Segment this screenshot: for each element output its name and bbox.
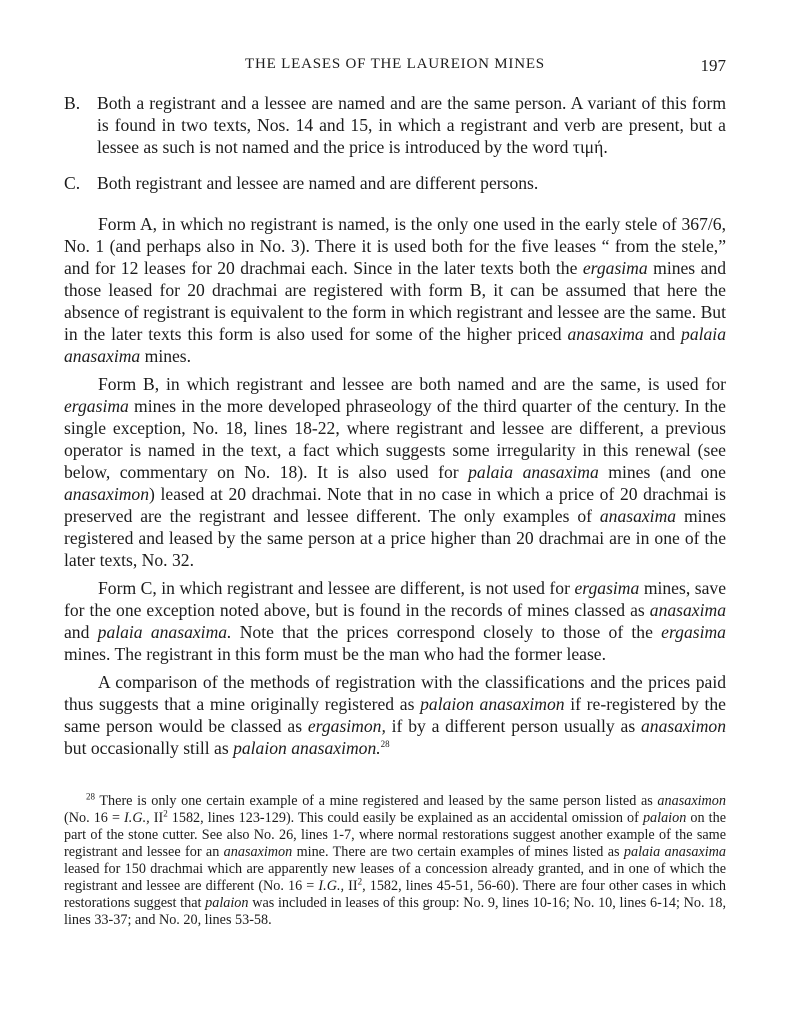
text-run: There is only one certain example of a mine registered and leased by the same person listed as [95, 793, 658, 809]
italic-term: ergasima [64, 396, 129, 416]
footnote-ref: 28 [380, 739, 390, 750]
italic-term: anasaximon [640, 716, 726, 736]
italic-term: palaion [205, 895, 249, 911]
italic-term: palaia anasaxima [64, 324, 726, 366]
text-run: Form B, in which registrant and lessee are both named and are the same, is used for [98, 374, 726, 394]
paragraph-form-c [64, 577, 726, 665]
italic-term: ergasimon, [307, 716, 386, 736]
list-item-c [64, 172, 726, 194]
italic-term: palaion anasaximon [420, 694, 565, 714]
text-run: Note that the prices correspond closely to those of the [231, 622, 662, 642]
text-run: mines. [140, 346, 192, 366]
footnote-ref: 28 [86, 791, 95, 802]
text-run: was included in leases of this group: No. 9, lines 10-16; No. 10, lines 6-14; No. 18, lines 33-37; and No. 20, lines 53-58. [64, 895, 726, 928]
text-run: mine. There are two certain examples of mines listed as [292, 844, 624, 860]
running-head [64, 52, 726, 78]
italic-term: anasaxima [649, 600, 726, 620]
italic-term: ergasima [574, 578, 640, 598]
text-run: Form C, in which registrant and lessee are different, is not used for [98, 578, 575, 598]
italic-term: palaia anasaxima. [97, 622, 232, 642]
page [64, 52, 726, 929]
italic-term: palaia anasaxima [468, 462, 599, 482]
text-run: mines (and one [598, 462, 726, 482]
italic-term: I.G., [124, 810, 150, 826]
text-run: mines, save for the one exception noted above, but is found in the records of mines classed as [64, 578, 727, 620]
italic-term: ergasima [661, 622, 726, 642]
italic-term: anasaximon [223, 844, 293, 860]
page-number: 197 [700, 56, 726, 75]
text-run: leased for 150 drachmai which are apparently new leases of a concession already granted, and in one of which the registrant and lessee are different (No. 16 = [64, 861, 726, 894]
text-run: mines and those leased for 20 drachmai are registered with form B, it can be assumed that here the absence of registrant is equivalent to the form in which registrant and lessee are the same. But in the later texts this form is also used for some of the higher priced [64, 258, 726, 344]
list-item-text: Both a registrant and a lessee are named and are the same person. A variant of this form is found in two texts, Nos. 14 and 15, in which a registrant and verb are present, but a lessee as such is not named and the price is introduced by the word τιμή. [97, 93, 726, 157]
list-item-text: Both registrant and lessee are named and are different persons. [97, 173, 539, 193]
running-title: THE LEASES OF THE LAUREION MINES [245, 56, 545, 72]
italic-term: palaion [642, 810, 687, 826]
italic-term: anasaxima [567, 324, 644, 344]
list-item-letter: C. [64, 173, 81, 193]
text-run: 1582, lines 123-129). This could easily be explained as an accidental omission of [167, 810, 643, 826]
text-run: but occasionally still as [64, 738, 234, 758]
text-run: II [149, 810, 164, 826]
text-run: and [64, 622, 98, 642]
italic-term: I.G., [318, 878, 345, 894]
text-run: , 1582, lines 45-51, 56-60). There are four other cases in which restorations suggest that [64, 878, 727, 911]
italic-term: anasaximon [64, 484, 150, 504]
text-run: mines. The registrant in this form must be the man who had the former lease. [64, 644, 607, 664]
text-run: if re-registered by the same person would be classed as [64, 694, 726, 736]
paragraph-form-b [64, 373, 726, 571]
paragraph-form-a [64, 213, 726, 367]
text-run: if by a different person usually as [385, 716, 641, 736]
italic-term: palaia anasaxima [623, 844, 727, 860]
text-run: A comparison of the methods of registration with the classifications and the prices paid thus suggests that a mine originally registered as [64, 672, 726, 714]
paragraph-comparison [64, 671, 726, 759]
italic-term: anasaxima [599, 506, 677, 526]
text-run: (No. 16 = [64, 810, 125, 826]
text-run: mines in the more developed phraseology of the third quarter of the century. In the single exception, No. 18, lines 18-22, where registrant and lessee are different, a previous operator is named in the text, a fact which suggests some irregularity in this renewal (see below, commentary on No. 18). It is also used for [64, 396, 726, 482]
text-run: on the part of the stone cutter. See also No. 26, lines 1-7, where normal restorations suggest another example of the same registrant and lessee for an [64, 810, 726, 860]
footnote-28 [64, 793, 726, 929]
text-run: II [344, 878, 358, 894]
text-run: Form A, in which no registrant is named, is the only one used in the early stele of 367/6, No. 1 (and perhaps also in No. 3). There it is used both for the five leases “ from the stele,” and for 12 leases for 20 drachmai each. Since in the later texts both the [64, 214, 726, 278]
italic-term: ergasima [582, 258, 648, 278]
list-item-letter: B. [64, 93, 81, 113]
text-run: and [643, 324, 682, 344]
footnote-ref: 2 [163, 808, 168, 819]
text-run: ) leased at 20 drachmai. Note that in no case in which a price of 20 drachmai is preserved are the registrant and lessee different. The only examples of [64, 484, 726, 526]
list-item-b [64, 92, 726, 158]
italic-term: palaion anasaximon. [233, 738, 381, 758]
footnote-ref: 2 [357, 876, 363, 887]
text-run: mines registered and leased by the same person at a price higher than 20 drachmai are in one of the later texts, No. 32. [64, 506, 726, 570]
italic-term: anasaximon [657, 793, 726, 809]
